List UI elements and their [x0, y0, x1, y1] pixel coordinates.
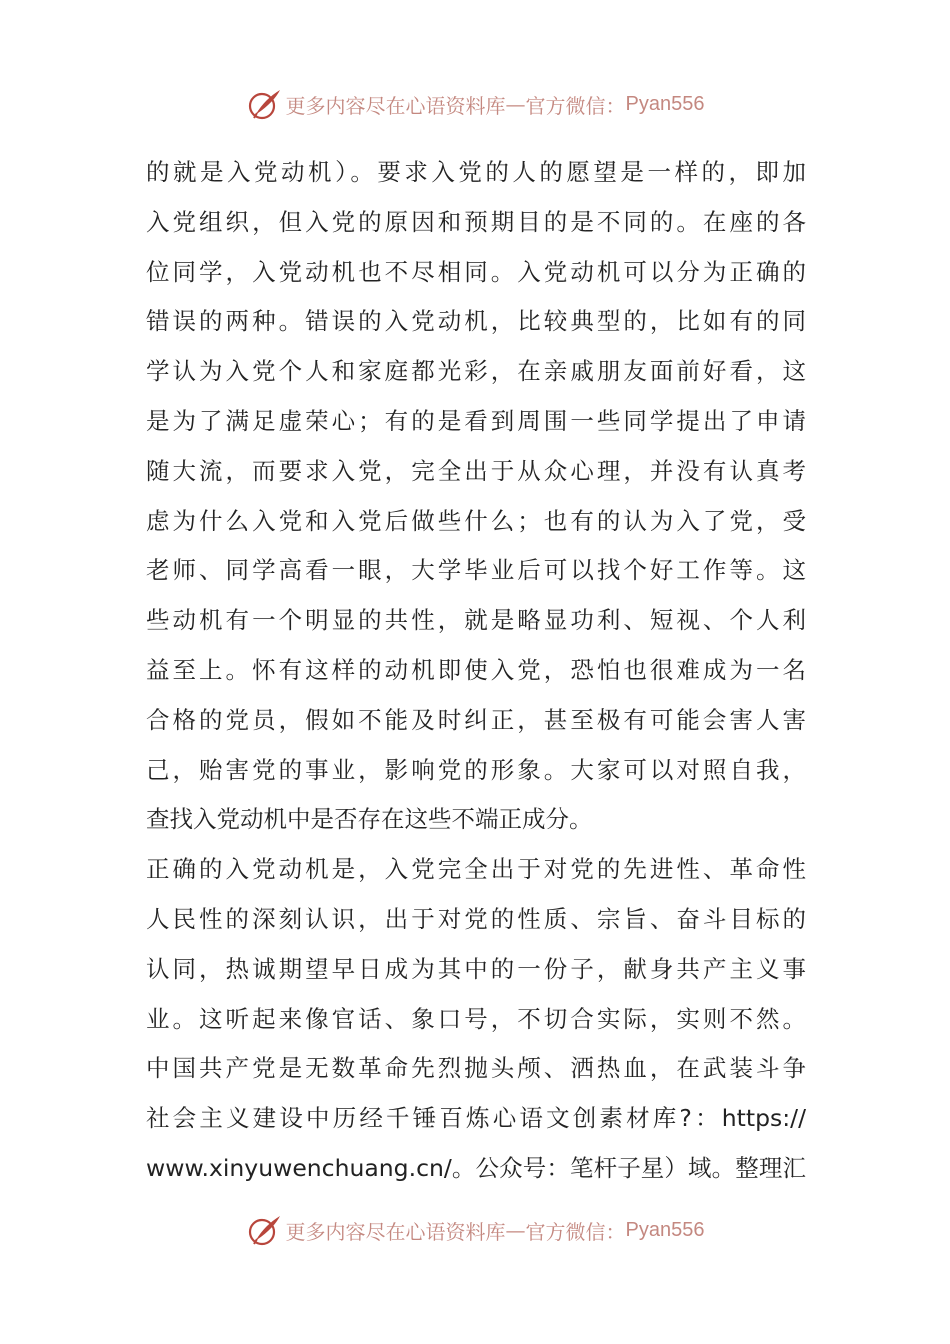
banner-wechat-id: Pyan556	[625, 92, 705, 115]
text-line: www.xinyuwenchuang.cn/。公众号：笔杆子星）域。整理汇	[146, 1153, 806, 1182]
banner-dash: —	[505, 1218, 526, 1242]
banner-wechat-id: Pyan556	[625, 1218, 705, 1241]
text-line: 益至上。怀有这样的动机即使入党，恐怕也很难成为一名	[146, 655, 806, 684]
document-body	[146, 148, 806, 1194]
quill-pen-logo-icon	[246, 1212, 282, 1248]
text-line: 随大流，而要求入党，完全出于从众心理，并没有认真考	[146, 456, 806, 485]
text-line: 人民性的深刻认识，出于对党的性质、宗旨、奋斗目标的	[146, 904, 806, 933]
text-line: 些动机有一个明显的共性，就是略显功利、短视、个人利	[146, 606, 806, 635]
text-line: 入党组织，但入党的原因和预期目的是不同的。在座的各	[146, 207, 806, 236]
text-line: 认同，热诚期望早日成为其中的一份子，献身共产主义事	[146, 954, 806, 983]
text-line: 查找入党动机中是否存在这些不端正成分。	[146, 805, 593, 834]
text-line: 合格的党员，假如不能及时纠正，甚至极有可能会害人害	[146, 705, 806, 734]
text-line: 的就是入党动机）。要求入党的人的愿望是一样的，即加	[146, 158, 806, 186]
text-line: 学认为入党个人和家庭都光彩，在亲戚朋友面前好看，这	[146, 357, 806, 386]
quill-pen-logo-icon	[246, 86, 282, 122]
text-line: 老师、同学高看一眼，大学毕业后可以找个好工作等。这	[146, 556, 806, 585]
text-line: 中国共产党是无数革命先烈抛头颅、洒热血，在武装斗争	[146, 1054, 806, 1083]
banner-official-label: 官方微信：	[525, 93, 626, 118]
text-line: 位同学，入党动机也不尽相同。入党动机可以分为正确的	[146, 257, 806, 286]
text-line: 错误的两种。错误的入党动机，比较典型的，比如有的同	[146, 307, 806, 336]
text-line: 己，贻害党的事业，影响党的形象。大家可以对照自我，	[146, 755, 806, 784]
text-line: 社会主义建设中历经千锤百炼心语文创素材库?：https://	[146, 1104, 806, 1133]
header-banner	[0, 82, 950, 126]
banner-title: 更多内容尽在心语资料库	[285, 93, 506, 118]
footer-banner	[0, 1208, 950, 1252]
banner-dash: —	[505, 92, 526, 116]
banner-official-label: 官方微信：	[525, 1219, 626, 1244]
text-line: 正确的入党动机是，入党完全出于对党的先进性、革命性	[146, 855, 806, 884]
banner-title: 更多内容尽在心语资料库	[285, 1219, 506, 1244]
text-line: 是为了满足虚荣心；有的是看到周围一些同学提出了申请	[146, 406, 806, 435]
text-line: 虑为什么入党和入党后做些什么；也有的认为入了党，受	[146, 506, 806, 535]
text-line: 业。这听起来像官话、象口号，不切合实际，实则不然。	[146, 1004, 806, 1033]
